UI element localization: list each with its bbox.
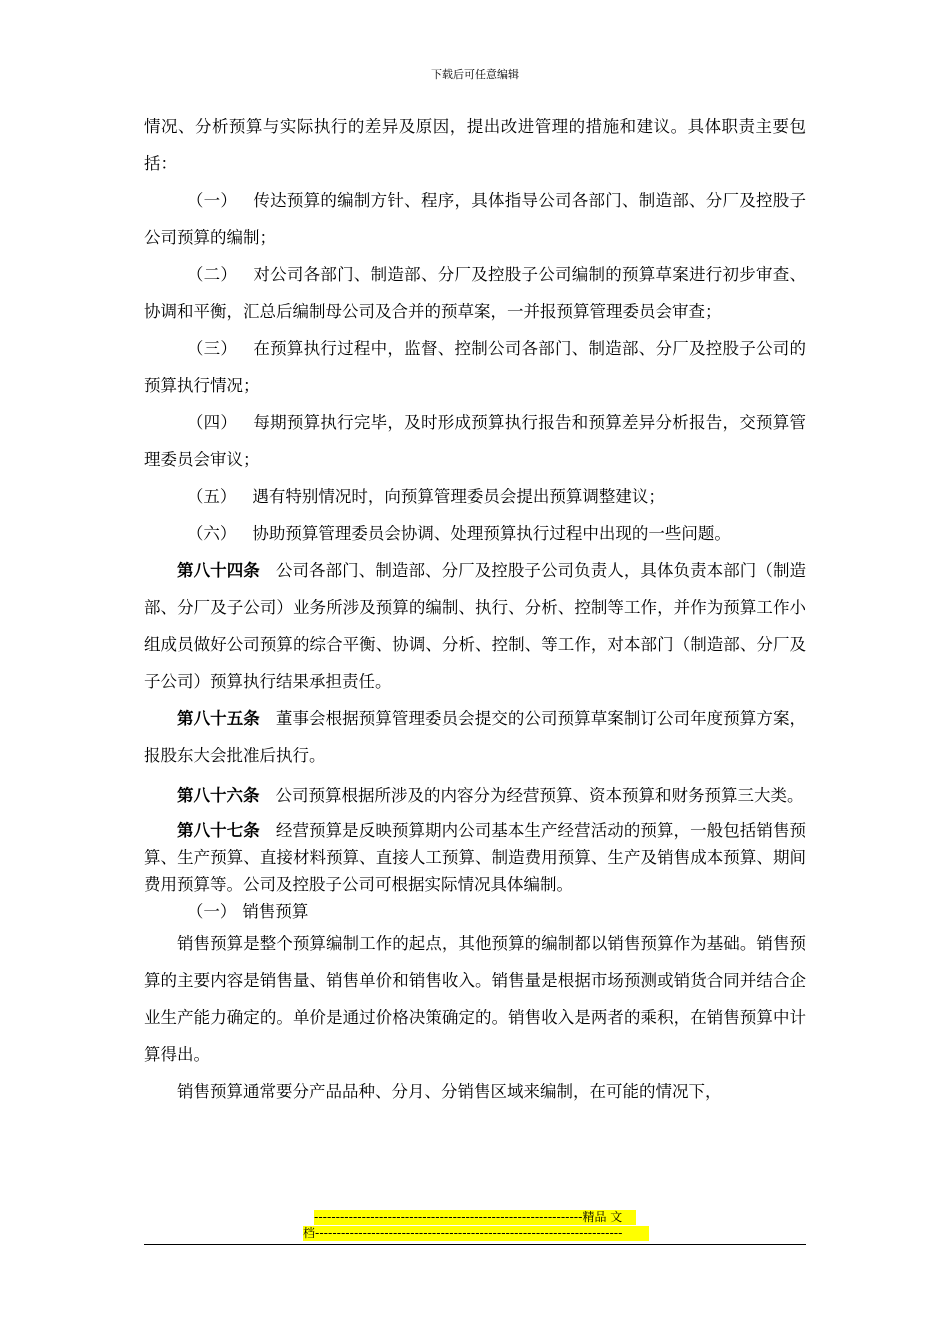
paragraph: 销售预算是整个预算编制工作的起点，其他预算的编制都以销售预算作为基础。销售预算的主要内容是销售量、销售单价和销售收入。销售量是根据市场预测或销货合同并结合企业生产能力确定的。单价是通过价格决策确定的。销售收入是两者的乘积，在销售预算中计算得出。 (144, 934, 806, 1064)
article-86 (144, 782, 806, 809)
list-number: （三） (186, 339, 238, 358)
article-87 (144, 817, 806, 898)
list-text: 对公司各部门、制造部、分厂及控股子公司编制的预算草案进行初步审查、协调和平衡，汇总后编制母公司及合并的预草案，一并报预算管理委员会审查； (144, 265, 807, 321)
article-title: 第八十五条 (177, 709, 260, 728)
article-text: 经营预算是反映预算期内公司基本生产经营活动的预算，一般包括销售预算、生产预算、直接材料预算、直接人工预算、制造费用预算、生产及销售成本预算、期间费用预算等。公司及控股子公司可根据实际情况具体编制。 (144, 821, 807, 894)
article-text: 董事会根据预算管理委员会提交的公司预算草案制订公司年度预算方案，报股东大会批准后执行。 (144, 709, 807, 765)
paragraph: 情况、分析预算与实际执行的差异及原因，提出改进管理的措施和建议。具体职责主要包括： (144, 117, 806, 173)
list-text: 在预算执行过程中，监督、控制公司各部门、制造部、分厂及控股子公司的预算执行情况； (144, 339, 807, 395)
article-title: 第八十六条 (177, 786, 260, 805)
list-item (144, 478, 806, 515)
list-text: 遇有特别情况时，向预算管理委员会提出预算调整建议； (252, 487, 665, 506)
list-item (144, 182, 806, 256)
list-number: （六） (186, 524, 237, 543)
footer-watermark-line: --------------------------------------------------------------精品 文 (314, 1210, 636, 1225)
list-number: （一） (186, 191, 238, 210)
document-body (144, 108, 806, 1110)
section-number: （一） (186, 902, 237, 921)
list-item (144, 330, 806, 404)
list-number: （五） (186, 487, 237, 506)
list-text: 传达预算的编制方针、程序，具体指导公司各部门、制造部、分厂及控股子公司预算的编制； (144, 191, 807, 247)
footer-divider (144, 1244, 806, 1245)
section-title: 销售预算 (242, 902, 309, 921)
footer-watermark-line: 档----------------------------------------------------------------------- (303, 1226, 649, 1241)
list-item (144, 256, 806, 330)
article-title: 第八十七条 (177, 821, 260, 840)
section-heading (144, 898, 806, 925)
page-header: 下载后可任意编辑 (431, 68, 519, 81)
article-text: 公司各部门、制造部、分厂及控股子公司负责人，具体负责本部门（制造部、分厂及子公司）业务所涉及预算的编制、执行、分析、控制等工作，并作为预算工作小组成员做好公司预算的综合平衡、协调、分析、控制、等工作，对本部门（制造部、分厂及子公司）预算执行结果承担责任。 (144, 561, 807, 691)
list-text: 每期预算执行完毕，及时形成预算执行报告和预算差异分析报告，交预算管理委员会审议； (144, 413, 807, 469)
list-text: 协助预算管理委员会协调、处理预算执行过程中出现的一些问题。 (252, 524, 731, 543)
article-84 (144, 552, 806, 700)
article-text: 公司预算根据所涉及的内容分为经营预算、资本预算和财务预算三大类。 (275, 786, 804, 805)
list-number: （四） (186, 413, 238, 432)
list-item (144, 515, 806, 552)
article-title: 第八十四条 (177, 561, 260, 580)
article-85 (144, 700, 806, 774)
list-number: （二） (186, 265, 238, 284)
list-item (144, 404, 806, 478)
paragraph: 销售预算通常要分产品品种、分月、分销售区域来编制，在可能的情况下， (177, 1082, 722, 1101)
